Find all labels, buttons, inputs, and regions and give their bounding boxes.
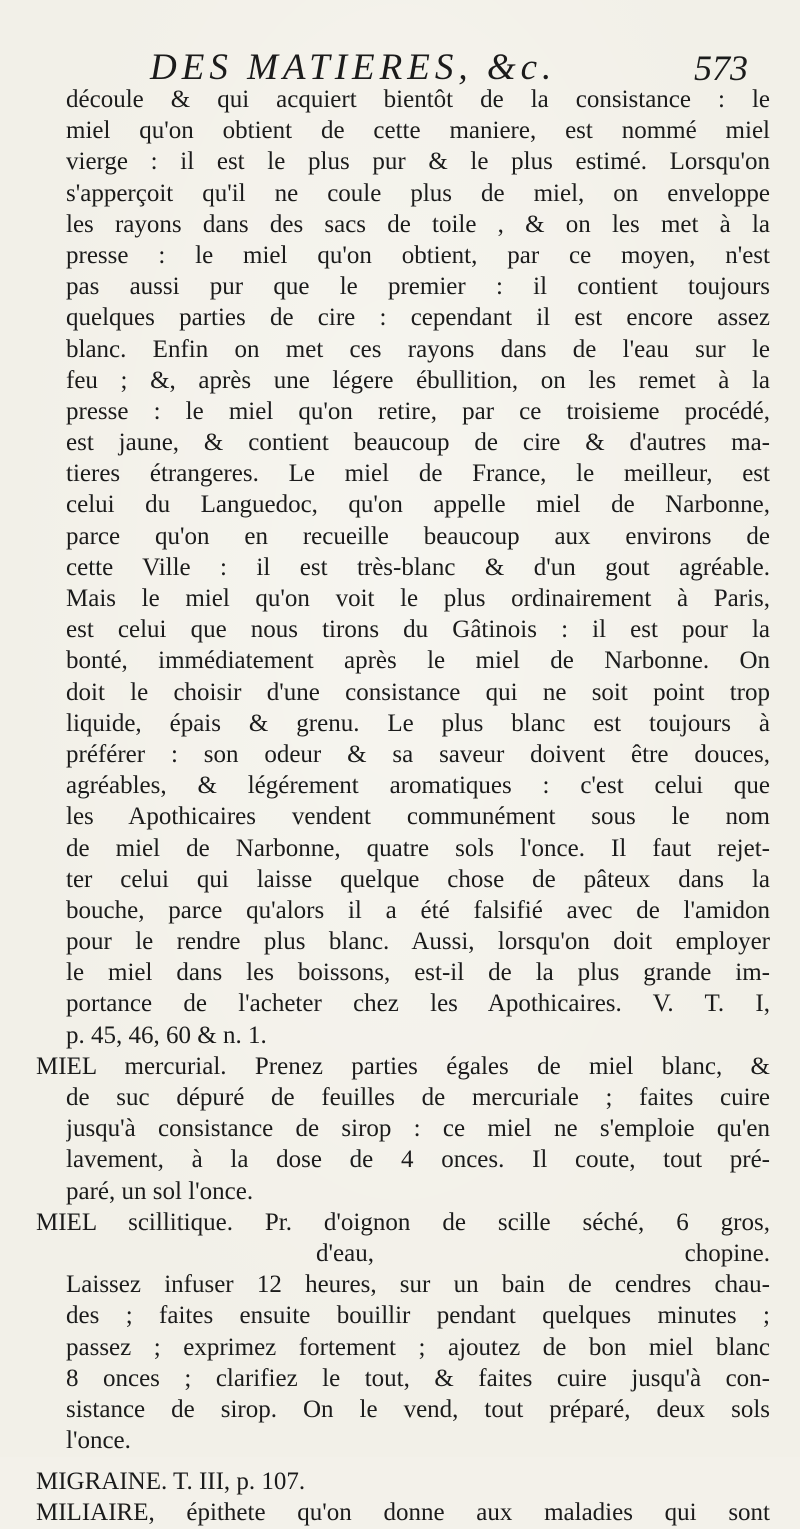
text-line: blanc. Enfin on met ces rayons dans de l'eau sur le — [66, 335, 770, 363]
text-line: presse : le miel qu'on obtient, par ce moyen, n'est — [66, 241, 770, 269]
text-line: passez ; exprimez fortement ; ajoutez de bon miel blanc — [66, 1333, 770, 1361]
text-line: tieres étrangeres. Le miel de France, le meilleur, est — [66, 460, 770, 488]
body-text — [36, 84, 770, 1529]
text-line: vierge : il est le plus pur & le plus estimé. Lorsqu'on — [66, 148, 770, 176]
entry-miel-scillitique: MIEL scillitique. Pr. d'oignon de scille séché, 6 gros, — [36, 1208, 770, 1236]
text-line: feu ; &, après une légere ébullition, on les remet à la — [66, 366, 770, 394]
text-line: de suc dépuré de feuilles de mercuriale ; faites cuire — [66, 1084, 770, 1111]
text-line: sistance de sirop. On le vend, tout préparé, deux sols — [66, 1395, 770, 1423]
page-number: 573 — [694, 48, 748, 88]
text-line: est jaune, & contient beaucoup de cire & d'autres ma- — [66, 429, 770, 457]
text-line: 8 onces ; clarifiez le tout, & faites cuire jusqu'à con- — [66, 1364, 770, 1392]
text-line: agréables, & légérement aromatiques : c'est celui que — [66, 772, 770, 800]
text-line: Mais le miel qu'on voit le plus ordinairement à Paris, — [66, 585, 770, 612]
text-line: les Apothicaires vendent communément sous le nom — [66, 803, 770, 831]
text-line: paré, un sol l'once. — [66, 1177, 254, 1205]
text-line: p. 45, 46, 60 & n. 1. — [66, 1021, 267, 1049]
text-line: doit le choisir d'une consistance qui ne soit point trop — [66, 678, 770, 706]
entry-miliaire: MILIAIRE, épithete qu'on donne aux maladies qui sont — [36, 1499, 770, 1527]
entry-migraine: MIGRAINE. T. III, p. 107. — [36, 1468, 306, 1496]
text-line: l'once. — [66, 1427, 131, 1455]
text-line: portance de l'acheter chez les Apothicaires. V. T. I, — [66, 990, 770, 1018]
text-line: ter celui qui laisse quelque chose de pâteux dans la — [66, 865, 770, 893]
text-line: d'eau, chopine. — [316, 1239, 770, 1267]
text-line: celui du Languedoc, qu'on appelle miel de Narbonne, — [66, 491, 770, 519]
text-line: Laissez infuser 12 heures, sur un bain de cendres chau- — [66, 1271, 770, 1299]
text-line: bouche, parce qu'alors il a été falsifié avec de l'amidon — [66, 896, 770, 924]
text-line: de miel de Narbonne, quatre sols l'once. Il faut rejet- — [66, 834, 770, 862]
text-line: pas aussi pur que le premier : il contient toujours — [66, 273, 770, 301]
text-line: le miel dans les boissons, est-il de la plus grande im- — [66, 959, 770, 987]
entry-miel-mercurial: MIEL mercurial. Prenez parties égales de miel blanc, & — [36, 1052, 770, 1080]
text-line: presse : le miel qu'on retire, par ce troisieme procédé, — [66, 397, 770, 425]
text-line: bonté, immédiatement après le miel de Narbonne. On — [66, 647, 770, 675]
text-line: liquide, épais & grenu. Le plus blanc est toujours à — [66, 709, 770, 737]
running-title: DES MATIERES, &c. — [150, 47, 557, 88]
text-line: jusqu'à consistance de sirop : ce miel ne s'emploie qu'en — [66, 1115, 770, 1143]
text-line: des ; faites ensuite bouillir pendant quelques minutes ; — [66, 1302, 770, 1330]
text-line: pour le rendre plus blanc. Aussi, lorsqu'on doit employer — [66, 928, 770, 956]
text-line: lavement, à la dose de 4 onces. Il coute, tout pré- — [66, 1146, 770, 1174]
text-line: préférer : son odeur & sa saveur doivent être douces, — [66, 740, 770, 768]
text-line: découle & qui acquiert bientôt de la consistance : le — [66, 86, 770, 113]
text-line: miel qu'on obtient de cette maniere, est nommé miel — [66, 117, 770, 145]
text-line: parce qu'on en recueille beaucoup aux environs de — [66, 522, 770, 550]
text-line: cette Ville : il est très-blanc & d'un gout agréable. — [66, 553, 770, 581]
text-line: quelques parties de cire : cependant il est encore assez — [66, 304, 770, 332]
text-line: est celui que nous tirons du Gâtinois : il est pour la — [66, 616, 770, 644]
text-line: les rayons dans des sacs de toile , & on les met à la — [66, 210, 770, 238]
text-line: s'apperçoit qu'il ne coule plus de miel, on enveloppe — [66, 179, 770, 207]
